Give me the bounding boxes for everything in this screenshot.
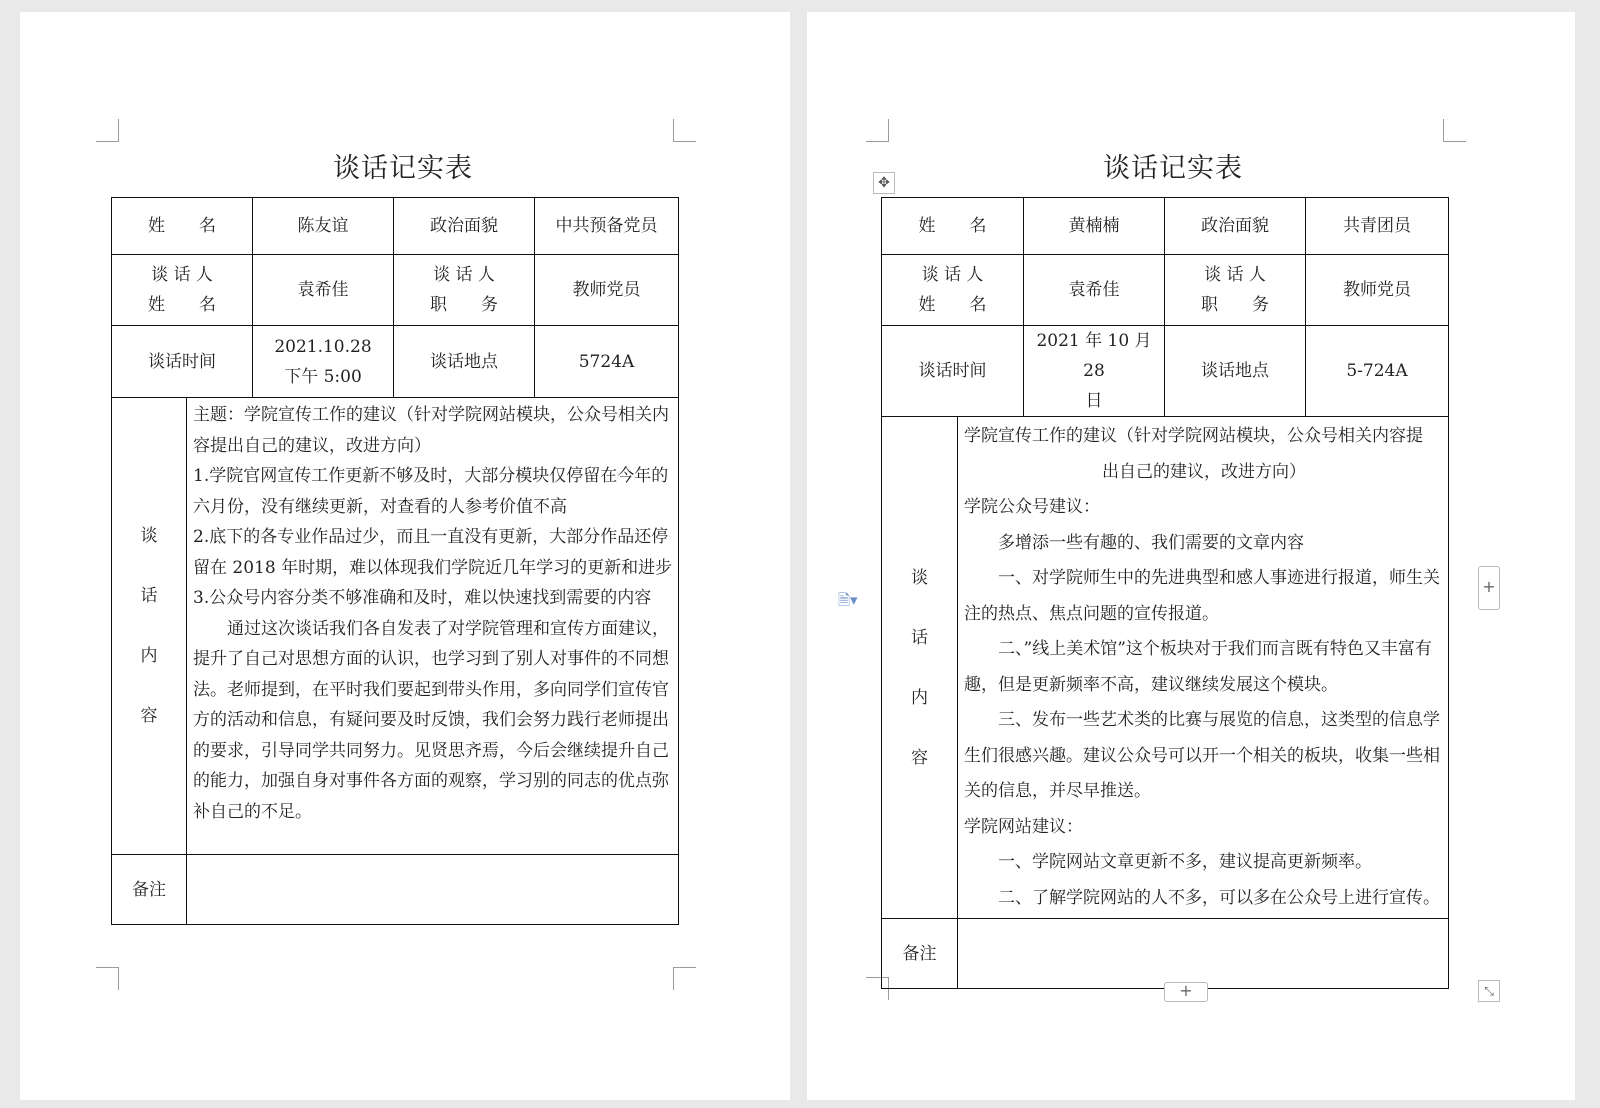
label-talk-time[interactable]: 谈话时间 xyxy=(882,326,1024,417)
value-name[interactable]: 陈友谊 xyxy=(253,198,394,255)
value-talker-name[interactable]: 袁希佳 xyxy=(1024,255,1165,326)
label-remark[interactable]: 备注 xyxy=(112,855,187,925)
table-resize-icon[interactable]: ⤡ xyxy=(1478,980,1500,1002)
value-name[interactable]: 黄楠楠 xyxy=(1024,198,1165,255)
label-name[interactable]: 姓 名 xyxy=(112,198,253,255)
add-column-button[interactable]: + xyxy=(1478,566,1500,610)
label-talk-place[interactable]: 谈话地点 xyxy=(394,326,535,398)
label-political-status[interactable]: 政治面貌 xyxy=(394,198,535,255)
content-paragraph: 二、”线上美术馆”这个板块对于我们而言既有特色又丰富有趣，但是更新频率不高，建议继续发展这个模块。 xyxy=(964,639,1432,695)
content-paragraph: 主题：学院宣传工作的建议（针对学院网站模块，公众号相关内容提出自己的建议，改进方向） xyxy=(193,405,669,456)
document-options-icon[interactable]: 🗎▾ xyxy=(838,591,858,609)
content-paragraph: 学院公众号建议： xyxy=(964,497,1100,517)
label-political-status[interactable]: 政治面貌 xyxy=(1165,198,1306,255)
value-talker-name[interactable]: 袁希佳 xyxy=(253,255,394,326)
margin-corner-mark xyxy=(866,119,889,142)
value-talk-content[interactable] xyxy=(187,398,679,855)
page-title: 谈话记实表 xyxy=(333,153,473,184)
content-paragraph: 出自己的建议，改进方向） xyxy=(1102,461,1306,482)
content-paragraph: 一、对学院师生中的先进典型和感人事迹进行报道，师生关注的热点、焦点问题的宣传报道。 xyxy=(964,568,1440,624)
value-talker-title[interactable]: 教师党员 xyxy=(535,255,679,326)
content-paragraph: 学院网站建议： xyxy=(964,816,1083,837)
content-paragraph: 3.公众号内容分类不够准确和及时，难以快速找到需要的内容 xyxy=(193,588,652,608)
content-paragraph: 学院宣传工作的建议（针对学院网站模块，公众号相关内容提 xyxy=(964,426,1423,446)
table-move-icon[interactable]: ✥ xyxy=(873,172,895,194)
value-political-status[interactable]: 中共预备党员 xyxy=(535,198,679,255)
interview-record-table[interactable] xyxy=(881,197,1449,989)
value-remark[interactable] xyxy=(187,855,679,925)
content-paragraph: 三、发布一些艺术类的比赛与展览的信息，这类型的信息学生们很感兴趣。建议公众号可以开一个相关的板块，收集一些相关的信息，并尽早推送。 xyxy=(964,710,1440,801)
value-talk-place[interactable]: 5724A xyxy=(535,326,679,398)
value-talk-time[interactable]: 2021 年 10 月 28 日 xyxy=(1024,326,1165,417)
document-page-1 xyxy=(20,12,790,1100)
value-talk-time[interactable]: 2021.10.28 下午 5:00 xyxy=(253,326,394,398)
label-name[interactable]: 姓 名 xyxy=(882,198,1024,255)
label-talk-place[interactable]: 谈话地点 xyxy=(1165,326,1306,417)
content-paragraph: 1.学院官网宣传工作更新不够及时，大部分模块仅停留在今年的六月份，没有继续更新，对查看的人参考价值不高 xyxy=(193,466,669,517)
content-paragraph: 一、学院网站文章更新不多，建议提高更新频率。 xyxy=(998,852,1372,872)
content-paragraph: 二、了解学院网站的人不多，可以多在公众号上进行宣传。 xyxy=(998,887,1440,908)
page-title: 谈话记实表 xyxy=(1103,153,1243,184)
value-remark[interactable] xyxy=(958,919,1449,989)
label-talker-title[interactable]: 谈 话 人 职 务 xyxy=(1165,255,1306,326)
content-paragraph: 多增添一些有趣的、我们需要的文章内容 xyxy=(998,532,1304,553)
label-remark[interactable]: 备注 xyxy=(882,919,958,989)
value-talker-title[interactable]: 教师党员 xyxy=(1306,255,1449,326)
value-talk-content[interactable] xyxy=(958,417,1449,919)
document-page-2 xyxy=(807,12,1575,1100)
label-talk-time[interactable]: 谈话时间 xyxy=(112,326,253,398)
add-row-button[interactable]: + xyxy=(1164,982,1208,1002)
content-paragraph: 2.底下的各专业作品过少，而且一直没有更新，大部分作品还停留在 2018 年时期，难以体现我们学院近几年学习的更新和进步 xyxy=(193,527,673,578)
label-talk-content[interactable]: 谈 话 内 容 xyxy=(112,398,187,855)
margin-corner-mark xyxy=(96,967,119,990)
value-talk-place[interactable]: 5-724A xyxy=(1306,326,1449,417)
content-paragraph: 通过这次谈话我们各自发表了对学院管理和宣传方面建议，提升了自己对思想方面的认识，也学习到了别人对事件的不同想法。老师提到，在平时我们要起到带头作用，多向同学们宣传官方的活动和信息，有疑问要及时反馈，我们会努力践行老师提出的要求，引导同学共同努力。见贤思齐焉，今后会继续提升自己的能力，加强自身对事件各方面的观察，学习别的同志的优点弥补自己的不足。 xyxy=(193,618,669,822)
interview-record-table[interactable] xyxy=(111,197,679,925)
margin-corner-mark xyxy=(1443,119,1466,142)
label-talker-name[interactable]: 谈 话 人 姓 名 xyxy=(112,255,253,326)
margin-corner-mark xyxy=(673,119,696,142)
label-talk-content[interactable]: 谈 话 内 容 xyxy=(882,417,958,919)
margin-corner-mark xyxy=(673,967,696,990)
value-political-status[interactable]: 共青团员 xyxy=(1306,198,1449,255)
margin-corner-mark xyxy=(96,119,119,142)
label-talker-name[interactable]: 谈 话 人 姓 名 xyxy=(882,255,1024,326)
label-talker-title[interactable]: 谈 话 人 职 务 xyxy=(394,255,535,326)
